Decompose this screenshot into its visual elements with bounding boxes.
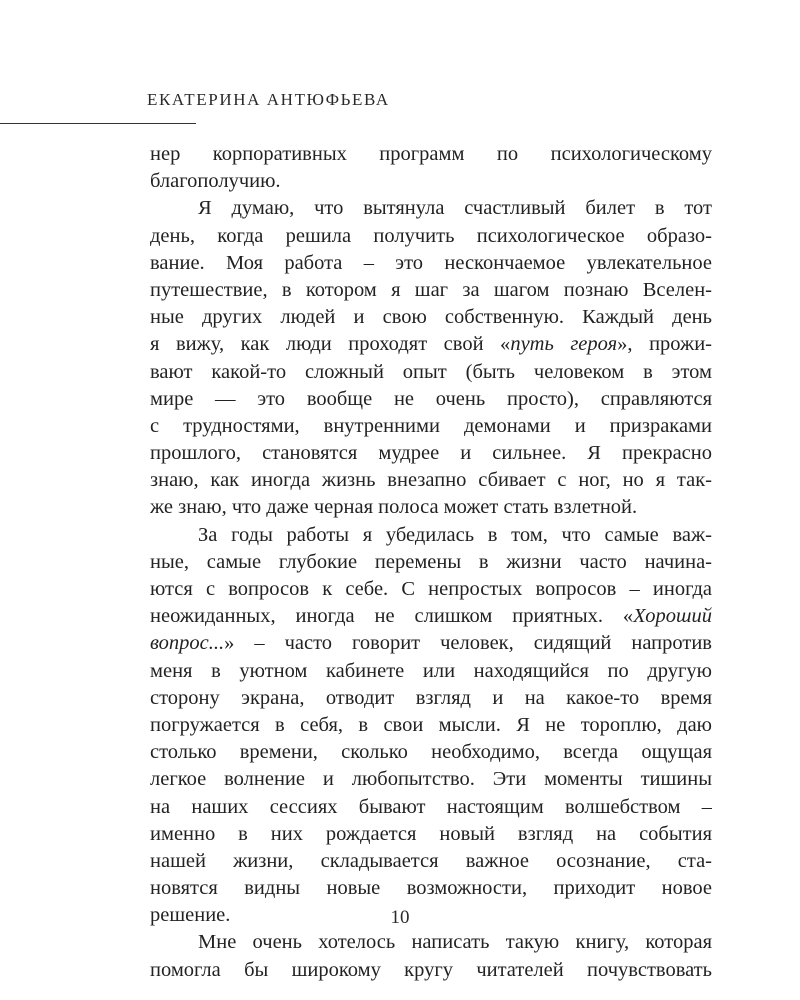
italic-phrase: Хороший [633,605,712,628]
header-rule [0,123,196,124]
text-segment: я вижу, как люди проходят свой « [150,333,511,356]
text-line: ются с вопросов к себе. С непростых вопросов – иногда [150,578,712,600]
text-segment: » – часто говорит человек, сидящий напротив [224,632,712,655]
text-line: день, когда решила получить психологическое образо- [150,224,712,247]
page-number: 10 [390,907,410,928]
text-line-mixed [150,603,712,630]
text-line: знаю, как иногда жизнь внезапно сбивает с ног, но я так- [150,469,712,492]
italic-phrase: путь героя [510,333,618,356]
text-line: именно в них рождается новый взгляд на события [150,822,712,845]
body-text [150,141,712,984]
text-line: вание. Моя работа – это нескончаемое увлекательное [150,251,712,274]
text-line: Я думаю, что вытянула счастливый билет в тот [198,197,712,220]
text-line: легкое волнение и любопытство. Эти моменты тишины [150,768,712,791]
text-line: путешествие, в котором я шаг за шагом познаю Вселен- [150,278,712,301]
running-head-author: ЕКАТЕРИНА АНТЮФЬЕВА [147,90,390,109]
text-line: прошлого, становятся мудрее и сильнее. Я прекрасно [150,442,712,465]
text-segment: неожиданных, иногда не слишком приятных. « [150,605,634,628]
text-line: мире — это вообще не очень просто), справляются [150,387,712,410]
text-line: Мне очень хотелось написать такую книгу, которая [198,931,712,954]
text-line: на наших сессиях бывают настоящим волшебством – [150,795,712,818]
text-line: же знаю, что даже черная полоса может стать взлетной. [150,496,638,519]
text-line: благополучию. [150,170,281,193]
text-line: помогла бы широкому кругу читателей почувствовать [150,958,712,981]
text-line: ные других людей и свою собственную. Каждый день [150,306,712,329]
text-line: столько времени, сколько необходимо, всегда ощущая [150,741,712,764]
text-line-mixed [150,630,712,657]
text-line-mixed [150,331,712,358]
text-line: нер корпоративных программ по психологическому [150,143,712,165]
text-segment: », прожи- [617,333,712,356]
text-line: погружается в себя, в свои мысли. Я не тороплю, даю [150,713,712,736]
text-line: решение. [150,904,231,927]
text-line: сторону экрана, отводит взгляд и на какое-то время [150,686,712,709]
text-line: меня в уютном кабинете или находящийся по другую [150,659,712,682]
text-line: ные, самые глубокие перемены в жизни часто начина- [150,550,712,573]
text-line: За годы работы я убедилась в том, что самые важ- [198,523,712,546]
text-line: нашей жизни, складывается важное осознание, ста- [150,849,712,872]
text-line: новятся видны новые возможности, приходит новое [150,877,712,900]
italic-phrase: вопрос... [150,632,225,655]
text-line: с трудностями, внутренними демонами и призраками [150,414,712,437]
text-line: вают какой-то сложный опыт (быть человеком в этом [150,360,712,383]
